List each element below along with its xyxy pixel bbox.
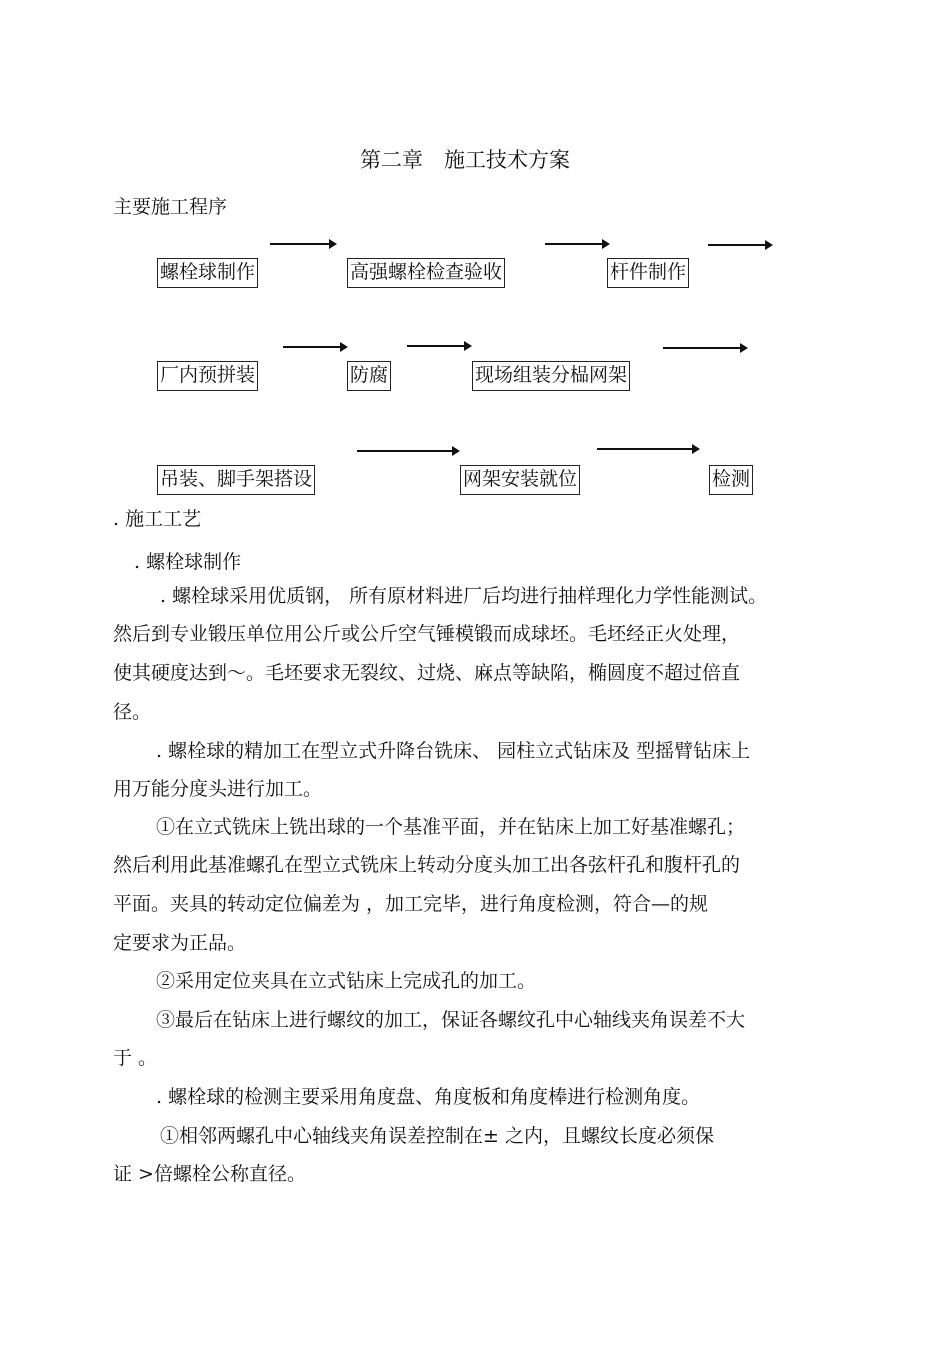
body-line: 平面。夹具的转动定位偏差为 ，加工完毕，进行角度检测，符合—的规 bbox=[113, 893, 709, 915]
body-line: 定要求为正品。 bbox=[113, 932, 247, 954]
flow-arrow bbox=[708, 244, 766, 246]
flow-step-box: 螺栓球制作 bbox=[157, 258, 258, 288]
flow-step-box: 防腐 bbox=[347, 361, 391, 391]
flow-step-box: 网架安装就位 bbox=[460, 465, 580, 495]
flow-arrow bbox=[270, 243, 330, 245]
section-heading-process: . 施工工艺 bbox=[113, 508, 202, 530]
body-line: 于 。 bbox=[113, 1047, 158, 1069]
body-line: 然后利用此基准螺孔在型立式铣床上转动分度头加工出各弦杆孔和腹杆孔的 bbox=[113, 854, 741, 876]
flow-step-box: 高强螺栓检查验收 bbox=[347, 258, 505, 288]
body-line: 证 >倍螺栓公称直径。 bbox=[113, 1163, 306, 1185]
section-heading-main-procedure: 主要施工程序 bbox=[113, 196, 228, 218]
flow-arrow bbox=[283, 346, 341, 348]
flow-arrow bbox=[663, 347, 741, 349]
page-title: 第二章 施工技术方案 bbox=[360, 148, 570, 172]
subsection-heading: . 螺栓球制作 bbox=[134, 551, 242, 573]
flow-step-box: 厂内预拼装 bbox=[157, 361, 258, 391]
body-line: ③最后在钻床上进行螺纹的加工，保证各螺纹孔中心轴线夹角误差不大 bbox=[156, 1009, 746, 1031]
body-line: ①在立式铣床上铣出球的一个基准平面，并在钻床上加工好基准螺孔； bbox=[156, 816, 746, 838]
body-line: 使其硬度达到～。毛坯要求无裂纹、过烧、麻点等缺陷，椭圆度不超过倍直 bbox=[113, 662, 741, 684]
body-line: . 螺栓球的精加工在型立式升降台铣床、 园柱立式钻床及 型摇臂钻床上 bbox=[156, 740, 751, 762]
flow-step-box: 现场组装分榀网架 bbox=[472, 361, 630, 391]
flow-step-box: 吊装、脚手架搭设 bbox=[157, 465, 315, 495]
body-line: . 螺栓球的检测主要采用角度盘、角度板和角度棒进行检测角度。 bbox=[156, 1086, 701, 1108]
flow-arrow bbox=[357, 450, 453, 452]
flow-arrow bbox=[407, 345, 465, 347]
body-line: 然后到专业锻压单位用公斤或公斤空气锤模锻而成球坯。毛坯经正火处理， bbox=[113, 623, 741, 645]
body-line: 径。 bbox=[113, 701, 152, 723]
body-line: 用万能分度头进行加工。 bbox=[113, 778, 323, 800]
flow-step-box: 检测 bbox=[709, 465, 753, 495]
body-line: ②采用定位夹具在立式钻床上完成孔的加工。 bbox=[156, 970, 537, 992]
body-line: ①相邻两螺孔中心轴线夹角误差控制在± 之内，且螺纹长度必须保 bbox=[160, 1125, 714, 1147]
flow-arrow bbox=[597, 448, 693, 450]
flow-arrow bbox=[545, 243, 603, 245]
body-line: . 螺栓球采用优质钢， 所有原材料进厂后均进行抽样理化力学性能测试。 bbox=[160, 585, 768, 607]
flow-step-box: 杆件制作 bbox=[607, 258, 689, 288]
